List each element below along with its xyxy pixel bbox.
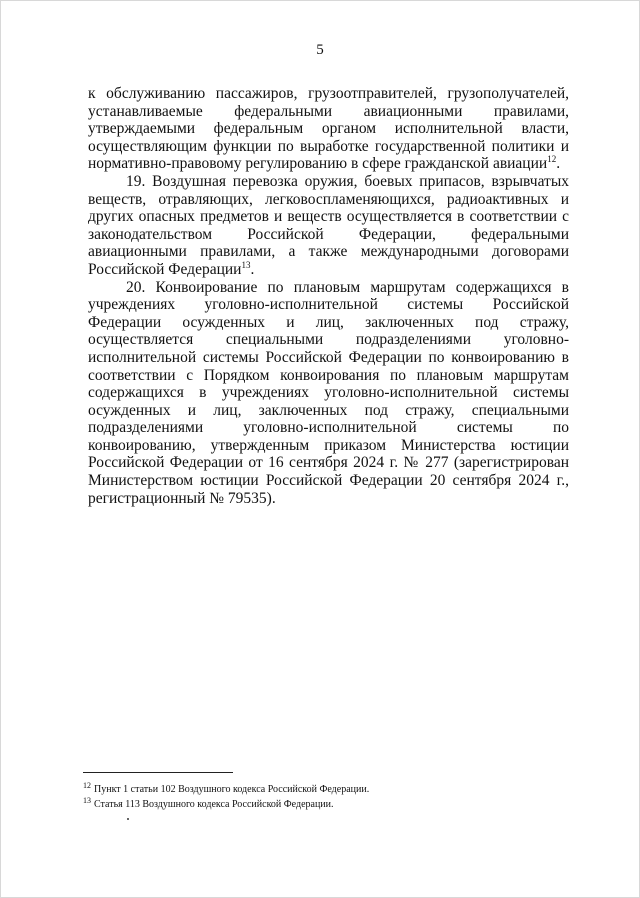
paragraph-20 — [88, 279, 569, 508]
document-body — [88, 85, 569, 507]
paragraph-tail: . — [556, 155, 561, 173]
footnote-separator — [83, 772, 233, 773]
paragraph-text: к обслуживанию пассажиров, грузоотправителей, грузополучателей, устанавливаемые федеральными авиационными правилами, утверждаемыми федеральным органом исполнительной власти, осуществляющим функции по выработке государственной политики и нормативно-правовому регулированию в сфере гражданской авиации — [88, 85, 569, 173]
footnote-ref: 13 — [241, 259, 251, 270]
footnote-12 — [83, 782, 563, 797]
footnote-13 — [83, 797, 563, 812]
footnote-mark: 12 — [83, 781, 91, 790]
footnote-ref: 12 — [547, 154, 557, 165]
paragraph-text: 20. Конвоирование по плановым маршрутам содержащихся в учреждениях уголовно-исполнительной системы Российской Федерации осужденных и лиц, заключенных под стражу, осуществляется специальными подразделениями уголовно-исполнительной системы Российской Федерации по конвоированию в соответствии с Порядком конвоирования по плановым маршрутам содержащихся в учреждениях уголовно-исполнительной системы осужденных и лиц, заключенных под стражу, специальными подразделениями уголовно-исполнительной системы по конвоированию, утвержденным приказом Министерства юстиции Российской Федерации от 16 сентября 2024 г. № 277 (зарегистрирован Министерством юстиции Российской Федерации 20 сентября 2024 г., регистрационный № 79535). — [88, 278, 569, 507]
footnote-text: Статья 113 Воздушного кодекса Российской Федерации. — [94, 799, 334, 810]
footnotes — [83, 782, 563, 812]
scan-speck — [127, 818, 129, 820]
paragraph-continuation — [88, 85, 569, 173]
paragraph-text: 19. Воздушная перевозка оружия, боевых припасов, взрывчатых веществ, отравляющих, легковоспламеняющихся, радиоактивных и других опасных предметов и веществ осуществляется в соответствии с законодательством Российской Федерации, федеральными авиационными правилами, а также международными договорами Российской Федерации — [88, 172, 569, 278]
page-number: 5 — [316, 42, 324, 58]
paragraph-tail: . — [250, 260, 255, 278]
paragraph-19 — [88, 173, 569, 279]
footnote-mark: 13 — [83, 796, 91, 805]
footnote-text: Пункт 1 статьи 102 Воздушного кодекса Российской Федерации. — [94, 784, 370, 795]
